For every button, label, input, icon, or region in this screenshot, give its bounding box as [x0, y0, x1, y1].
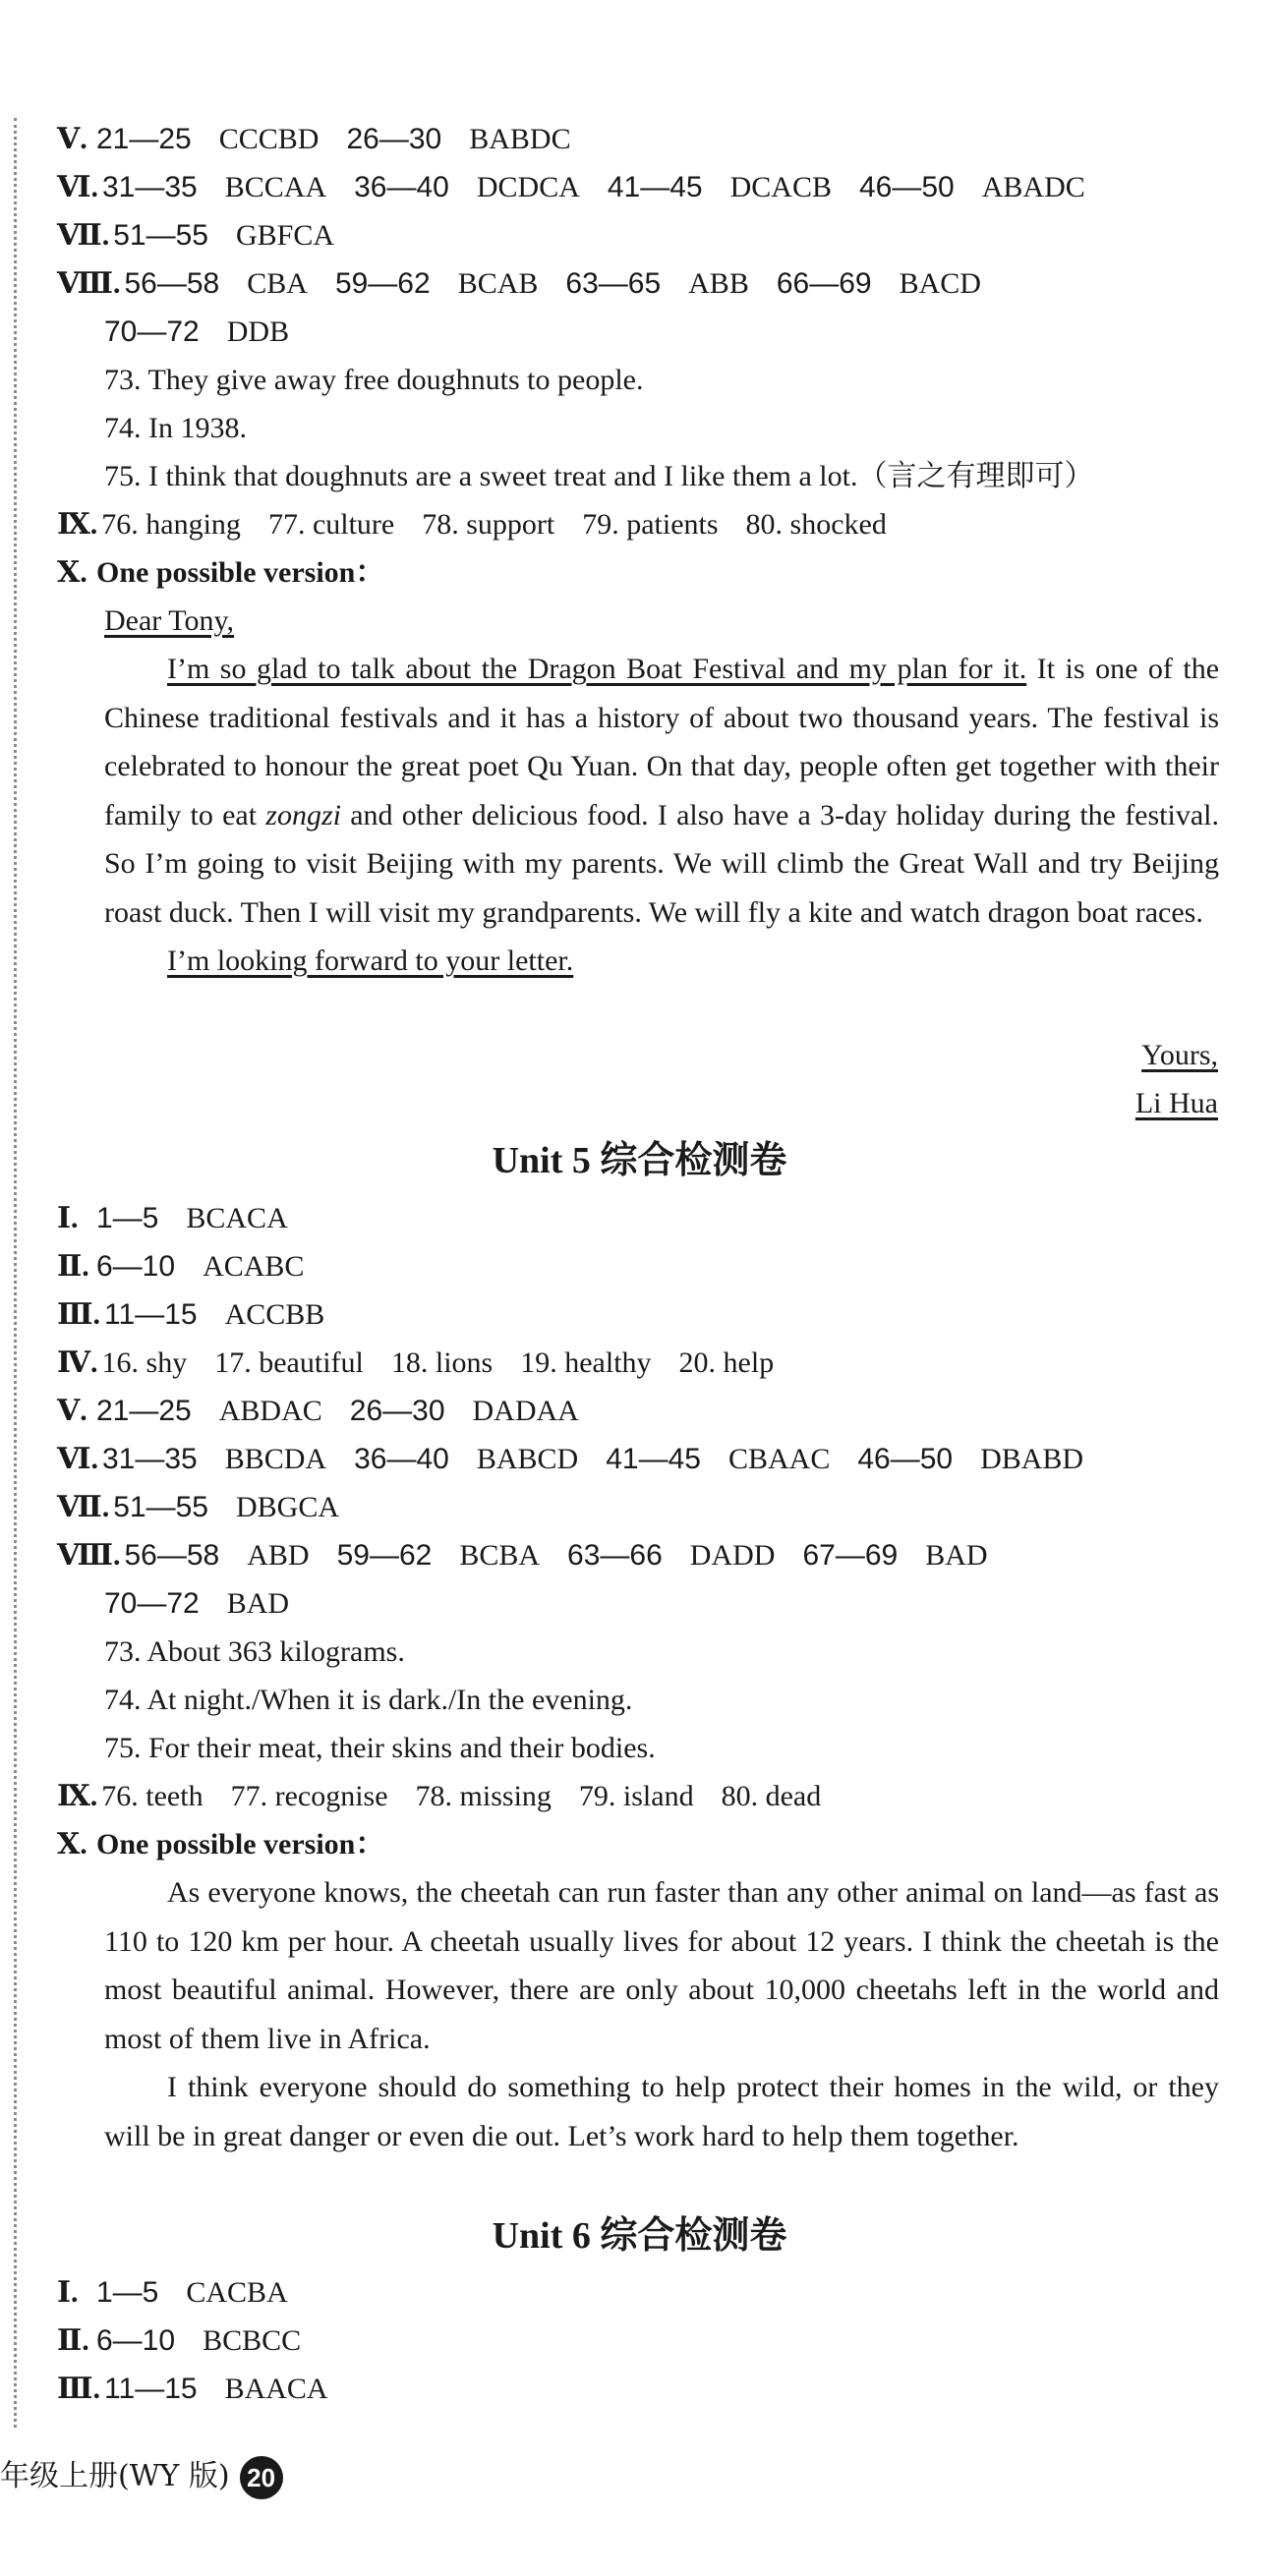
unit5-title: Unit 5 综合检测卷 — [492, 1140, 787, 1181]
u5-answer-74: 74. At night./When it is dark./In the evening. — [104, 1684, 633, 1716]
u5-row-3: Ⅲ. 11—15 ACCBB — [57, 1298, 325, 1331]
answer-row-8: Ⅷ. 56—58 CBA 59—62 BCAB 63—65 ABB 66—69 BACD — [57, 267, 981, 300]
answer-row-9: Ⅸ. 76. hanging 77. culture 78. support 79. patients 80. shocked — [57, 508, 887, 541]
u5-row-10: Ⅹ. One possible version： — [57, 1828, 385, 1860]
u5-row-8: Ⅷ. 56—58 ABD 59—62 BCBA 63—66 DADD 67—69 BAD — [57, 1539, 988, 1572]
u5-row-7: Ⅶ. 51—55 DBGCA — [57, 1491, 340, 1523]
answer-row-7: Ⅶ. 51—55 GBFCA — [57, 219, 335, 252]
u5-row-1: Ⅰ. 1—5 BCACA — [57, 1202, 288, 1234]
u5-answer-73: 73. About 363 kilograms. — [104, 1635, 405, 1668]
letter-greeting: Dear Tony, — [104, 604, 235, 637]
unit6-title: Unit 6 综合检测卷 — [492, 2215, 787, 2257]
answer-row-8b: 70—72 DDB — [104, 315, 290, 348]
answer-73: 73. They give away free doughnuts to people. — [104, 364, 644, 396]
u5-row-8b: 70—72 BAD — [104, 1587, 290, 1620]
answer-74: 74. In 1938. — [104, 412, 247, 444]
answer-row-10: Ⅹ. One possible version： — [57, 556, 385, 589]
page-footer — [0, 2452, 283, 2501]
letter-closing: Yours, — [1141, 1039, 1218, 1071]
u5-row-6: Ⅵ. 31—35 BBCDA 36—40 BABCD 41—45 CBAAC 46—50 DBABD — [57, 1443, 1084, 1475]
u5-answer-75: 75. For their meat, their skins and their bodies. — [104, 1732, 656, 1764]
u5-essay-paragraph-1: As everyone knows, the cheetah can run faster than any other animal on land—as fast as 110 to 120 km per hour. A cheetah usually lives for about 12 years. I think the cheetah is the most beautiful animal. However, there are only about 10,000 cheetahs left in the world and most of them live in Africa. — [104, 1876, 1219, 2055]
u6-row-1: Ⅰ. 1—5 CACBA — [57, 2276, 288, 2309]
answer-row-6: Ⅵ. 31—35 BCCAA 36—40 DCDCA 41—45 DCACB 46—50 ABADC — [57, 171, 1085, 203]
u5-row-2: Ⅱ. 6—10 ACABC — [57, 1250, 305, 1283]
footer-book-label: 年级上册(WY 版) — [0, 2459, 230, 2493]
u5-row-5: Ⅴ. 21—25 ABDAC 26—30 DADAA — [57, 1395, 579, 1427]
u5-row-9: Ⅸ. 76. teeth 77. recognise 78. missing 79. island 80. dead — [57, 1780, 822, 1812]
letter-paragraph-1: I’m so glad to talk about the Dragon Boat Festival and my plan for it. It is one of the Chinese traditional festivals and it has a history of about two thousand years. The festival is celebrated to honour the great poet Qu Yuan. On that day, people often get together with their family to eat zongzi and other delicious food. I also have a 3-day holiday during the festival. So I’m going to visit Beijing with my parents. We will climb the Great Wall and try Beijing roast duck. Then I will visit my grandparents. We will fly a kite and watch dragon boat races. — [104, 653, 1220, 929]
u6-row-3: Ⅲ. 11—15 BAACA — [57, 2373, 328, 2405]
letter-paragraph-2: I’m looking forward to your letter. — [167, 945, 574, 977]
u6-row-2: Ⅱ. 6—10 BCBCC — [57, 2324, 302, 2357]
page-number: 20 — [240, 2456, 283, 2499]
u5-essay — [104, 1868, 1219, 2160]
letter-signature: Li Hua — [1134, 1087, 1218, 1119]
answer-75: 75. I think that doughnuts are a sweet treat and I like them a lot.（言之有理即可） — [104, 460, 1094, 492]
letter-body — [104, 645, 1219, 986]
binding-margin-line — [14, 118, 17, 2428]
u5-essay-paragraph-2: I think everyone should do something to help protect their homes in the wild, or they will be in great danger or even die out. Let’s work hard to help them together. — [104, 2071, 1219, 2152]
u5-row-4: Ⅳ. 16. shy 17. beautiful 18. lions 19. healthy 20. help — [57, 1346, 775, 1379]
answer-row-5: Ⅴ. 21—25 CCCBD 26—30 BABDC — [57, 123, 571, 155]
